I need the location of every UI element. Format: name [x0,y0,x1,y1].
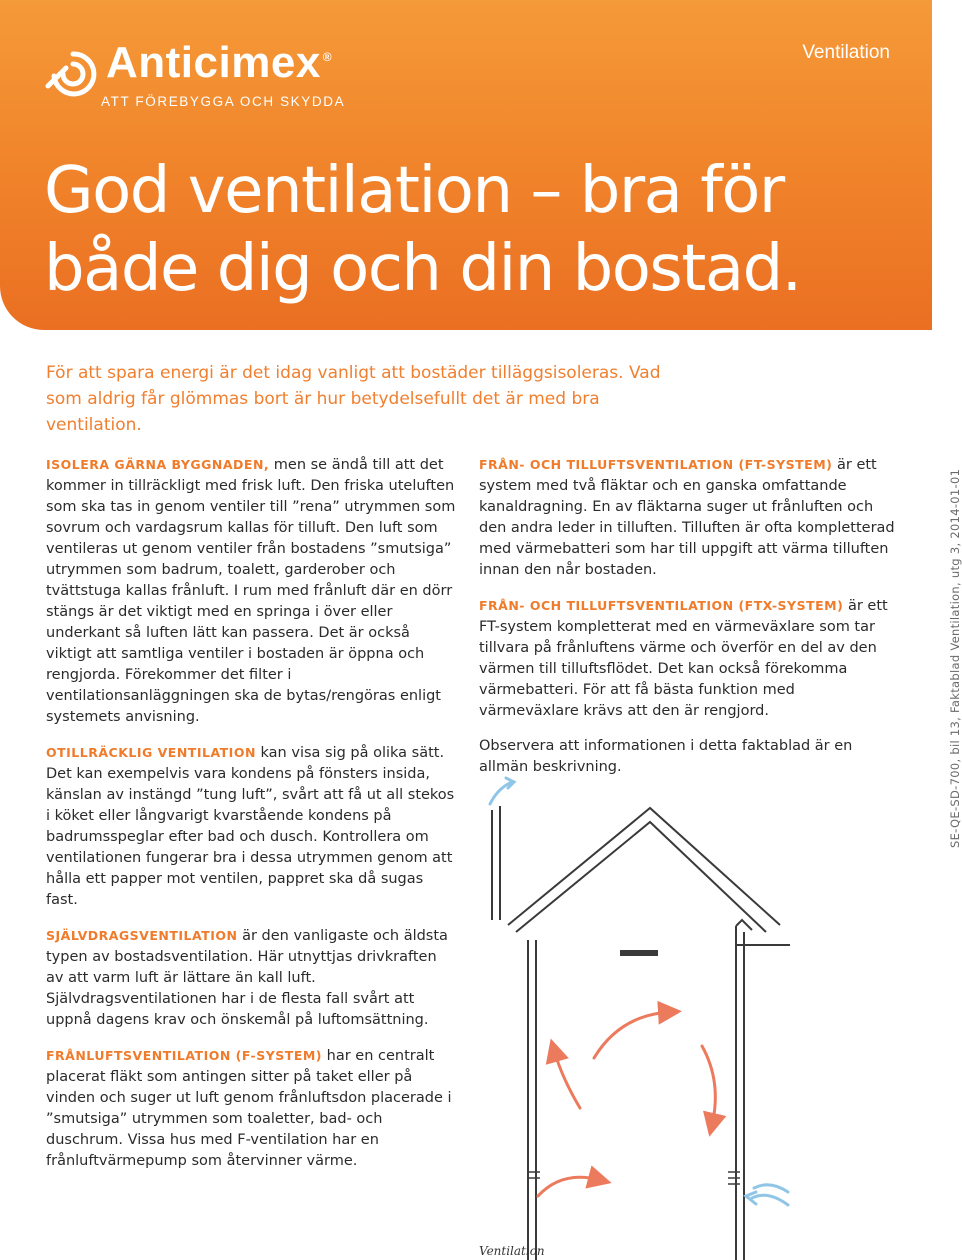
warm-air-arrow-icon [538,1012,715,1196]
section-heading: ISOLERA GÄRNA BYGGNADEN, [46,457,270,472]
section-heading: SJÄLVDRAGSVENTILATION [46,928,238,943]
section-heading: FRÅN- OCH TILLUFTSVENTILATION (FT-SYSTEM) [479,457,833,472]
category-label: Ventilation [802,42,890,63]
section-paragraph: ISOLERA GÄRNA BYGGNADEN, men se ändå till att det kommer in tillräckligt med frisk luft. Den friska uteluften som ska tas in genom ventiler till ”rena” utrymmen som sovrum och vardagsrum kallas för tilluft. Den luft som ventileras ut genom ventiler från bostadens ”smutsiga” utrymmen som badrum, toalett, garderober och tvättstuga kallas frånluft. I rum med frånluft där en dörr stängs är det viktigt med en springa i över eller underkant så luften lätt kan passera. Det är också viktigt att samtliga ventiler i bostaden är öppna och rengjorda. Förekommer det filter i ventilationsanläggningen ska de bytas/rengöras enligt systemets anvisning. [46,457,456,725]
section-heading: FRÅN- OCH TILLUFTSVENTILATION (FTX-SYSTEM) [479,598,844,613]
illustration-caption: Ventilation [479,1244,545,1258]
house-ventilation-illustration [470,760,950,1260]
disclaimer-paragraph: Observera att informationen i detta faktablad är en allmän beskrivning. [479,738,853,775]
house-outline [508,808,790,1260]
section-paragraph: FRÅN- OCH TILLUFTSVENTILATION (FT-SYSTEM) är ett system med två fläktar och en ganska omfattande kanaldragning. En av fläktarna suger ut frånluften och den andra leder in tilluften. Tilluften är ofta kompletterad med värmebatteri som har till uppgift att värma tilluften innan den når bostaden. [479,457,895,578]
page-title: God ventilation – bra för både dig och din bostad. [44,154,801,306]
section-paragraph: FRÅNLUFTSVENTILATION (F-SYSTEM) har en centralt placerat fläkt som antingen sitter på taket eller på vinden och suger ut luft genom frånluftsdon placerade i ”smutsiga” utrymmen som toaletter, bad- och duschrum. Vissa hus med F-ventilation har en frånluftvärmepump som återvinner värme. [46,1048,452,1169]
right-column [479,454,899,792]
section-heading: FRÅNLUFTSVENTILATION (F-SYSTEM) [46,1048,323,1063]
section-heading: OTILLRÄCKLIG VENTILATION [46,745,256,760]
left-column [46,454,458,1186]
roof-vent-icon [492,806,500,920]
intro-paragraph: För att spara energi är det idag vanligt att bostäder tilläggsisoleras. Vad som aldrig får glömmas bort är hur betydelsefullt det är med bra ventilation. [46,363,661,435]
brand-tagline: ATT FÖREBYGGA OCH SKYDDA [101,94,346,109]
document-reference: SE-QE-SD-700, bil 13, Faktablad Ventilation, utg 3, 2014-01-01 [948,468,962,848]
brand-name: Anticimex ® [106,38,333,87]
header-banner [0,0,932,330]
anticimex-logo-icon [44,46,102,98]
section-paragraph: SJÄLVDRAGSVENTILATION är den vanligaste och äldsta typen av bostadsventilation. Här utnyttjas drivkraften av att varm luft är lättare än kall luft. Självdragsventilationen har i de flesta fall svårt att uppnå dagens krav och önskemål på luftomsättning. [46,928,448,1028]
section-paragraph: OTILLRÄCKLIG VENTILATION kan visa sig på olika sätt. Det kan exempelvis vara kondens på fönsters insida, känslan av instängd ”tung luft”, svårt att få ut all stekos i köket eller långvarigt kvarstående kondens på badrumsspeglar efter bad och dusch. Kontrollera om ventilationen fungerar bra i dessa utrymmen genom att hålla ett papper mot ventilen, pappret ska då sugas fast. [46,745,455,908]
section-paragraph: FRÅN- OCH TILLUFTSVENTILATION (FTX-SYSTEM) är ett FT-system kompletterat med en värmeväxlare som tar tillvara på frånluftens värme och överför en del av den värmen till tilluftsflödet. Det kan också förekomma värmebatteri. För att få bästa funktion med värmeväxlare krävs att den är rengjord. [479,598,888,719]
